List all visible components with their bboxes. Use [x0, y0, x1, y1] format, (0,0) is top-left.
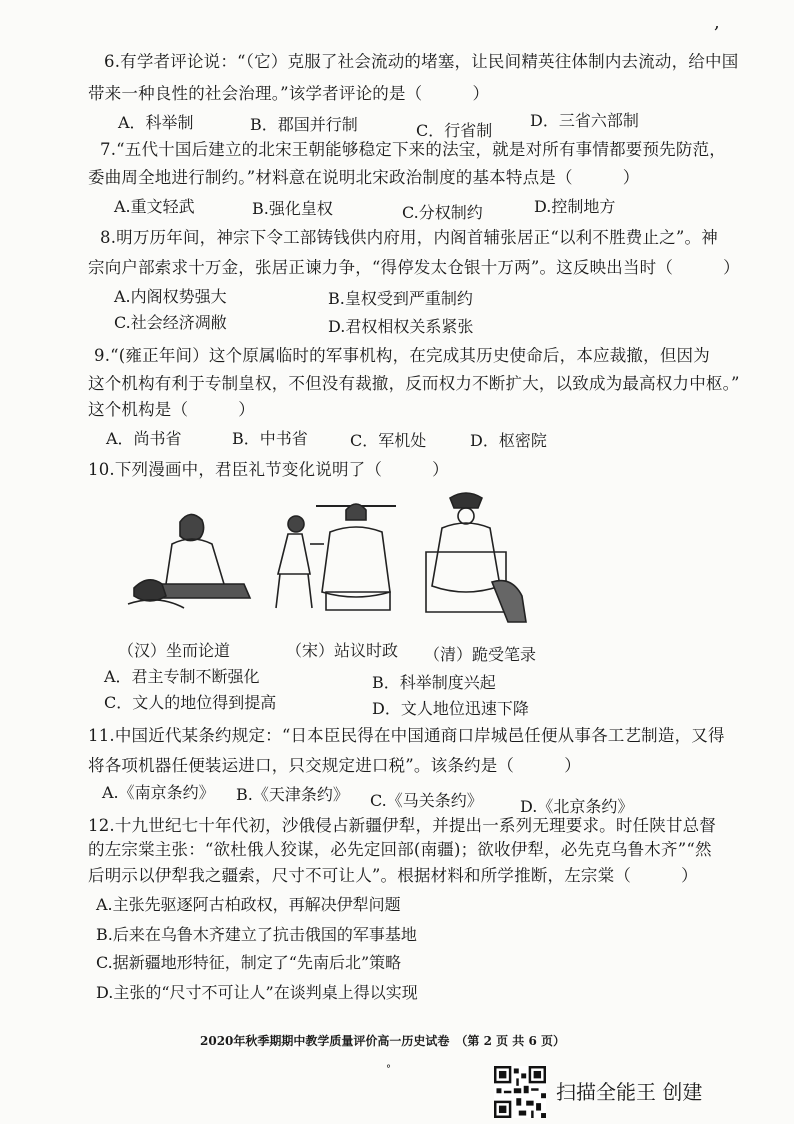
q9-stem-line2: 这个机构有利于专制皇权，不但没有裁撤，反而权力不断扩大，以致成为最高权力中枢。” [88, 374, 740, 393]
q6-stem-line1: 6.有学者评论说：“（它）克服了社会流动的堵塞，让民间精英往体制内去流动，给中国 [104, 52, 739, 71]
q10-option-a: A．君主专制不断强化 [104, 667, 260, 686]
q11-option-a: A.《南京条约》 [102, 783, 215, 802]
q12-option-c: C.据新疆地形特征，制定了“先南后北”策略 [96, 953, 402, 972]
q8-option-b: B.皇权受到严重制约 [328, 289, 473, 308]
q7-stem-line1: 7.“五代十国后建立的北宋王朝能够稳定下来的法宝，就是对所有事情都要预先防范， [100, 140, 726, 159]
q6-option-a: A．科举制 [118, 113, 194, 132]
etiquette-cartoon [120, 488, 540, 638]
q12-option-a: A.主张先驱逐阿古柏政权，再解决伊犁问题 [96, 895, 401, 914]
scan-mark: , [714, 12, 720, 33]
q6-option-c: C．行省制 [416, 121, 493, 140]
q11-stem-line1: 11.中国近代某条约规定：“日本臣民得在中国通商口岸城邑任便从事各工艺制造，又得 [88, 726, 725, 745]
q12-stem-line1: 12.十九世纪七十年代初，沙俄侵占新疆伊犁，并提出一系列无理要求。时任陕甘总督 [88, 816, 717, 835]
q11-option-d: D.《北京条约》 [520, 797, 634, 816]
q11-option-b: B.《天津条约》 [236, 785, 349, 804]
q11-stem-line2: 将各项机器任便装运进口，只交规定进口税”。该条约是（ ） [88, 756, 581, 775]
q6-option-b: B．郡国并行制 [250, 115, 358, 134]
q10-stem: 10.下列漫画中，君臣礼节变化说明了（ ） [88, 460, 449, 479]
q7-option-b: B.强化皇权 [252, 199, 333, 218]
q9-option-b: B．中书省 [232, 429, 308, 448]
q7-option-a: A.重文轻武 [114, 197, 195, 216]
caption-qing: （清）跪受笔录 [424, 645, 537, 664]
q9-option-d: D．枢密院 [470, 431, 547, 450]
q8-option-d: D.君权相权关系紧张 [328, 317, 474, 336]
q9-option-a: A．尚书省 [106, 429, 182, 448]
q10-option-d: D．文人地位迅速下降 [372, 699, 529, 718]
qr-code-icon [494, 1066, 546, 1118]
q6-option-d: D．三省六部制 [530, 111, 639, 130]
q6-stem-line2: 带来一种良性的社会治理。”该学者评论的是（ ） [88, 84, 490, 103]
q12-stem-line2: 的左宗棠主张：“欲杜俄人狡谋，必先定回部(南疆)；欲收伊犁，必先克乌鲁木齐”“然 [88, 840, 712, 859]
q10-option-b: B．科举制度兴起 [372, 673, 496, 692]
q7-option-c: C.分权制约 [402, 203, 483, 222]
qing-scene [426, 493, 526, 622]
q11-option-c: C.《马关条约》 [370, 791, 483, 810]
q12-option-d: D.主张的“尺寸不可让人”在谈判桌上得以实现 [96, 983, 418, 1002]
q9-option-c: C．军机处 [350, 431, 427, 450]
caption-han: （汉）坐而论道 [118, 641, 231, 660]
scan-dot: ° [386, 1064, 391, 1075]
q9-stem-line3: 这个机构是（ ） [88, 400, 255, 419]
q8-stem-line2: 宗向户部索求十万金，张居正谏力争，“得停发太仓银十万两”。这反映出当时（ ） [88, 258, 740, 277]
q10-option-c: C．文人的地位得到提高 [104, 693, 277, 712]
scanner-brand: 扫描全能王 创建 [556, 1080, 703, 1104]
q8-option-a: A.内阁权势强大 [114, 287, 227, 306]
q8-stem-line1: 8.明万历年间，神宗下令工部铸钱供内府用，内阁首辅张居正“以利不胜费止之”。神 [100, 228, 718, 247]
q12-option-b: B.后来在乌鲁木齐建立了抗击俄国的军事基地 [96, 925, 417, 944]
caption-song: （宋）站议时政 [286, 641, 399, 660]
q12-stem-line3: 后明示以伊犁我之疆索，尺寸不可让人”。根据材料和所学推断，左宗棠（ ） [88, 866, 698, 885]
page-footer: 2020年秋季期期中教学质量评价高一历史试卷 （第 2 页 共 6 页） [200, 1034, 565, 1048]
song-scene [276, 504, 396, 610]
q9-stem-line1: 9.“(雍正年间）这个原属临时的军事机构，在完成其历史使命后，本应裁撤，但因为 [94, 346, 710, 365]
q7-stem-line2: 委曲周全地进行制约。”材料意在说明北宋政治制度的基本特点是（ ） [88, 168, 640, 187]
q8-option-c: C.社会经济凋敝 [114, 313, 227, 332]
han-scene [128, 514, 250, 608]
q7-option-d: D.控制地方 [534, 197, 616, 216]
